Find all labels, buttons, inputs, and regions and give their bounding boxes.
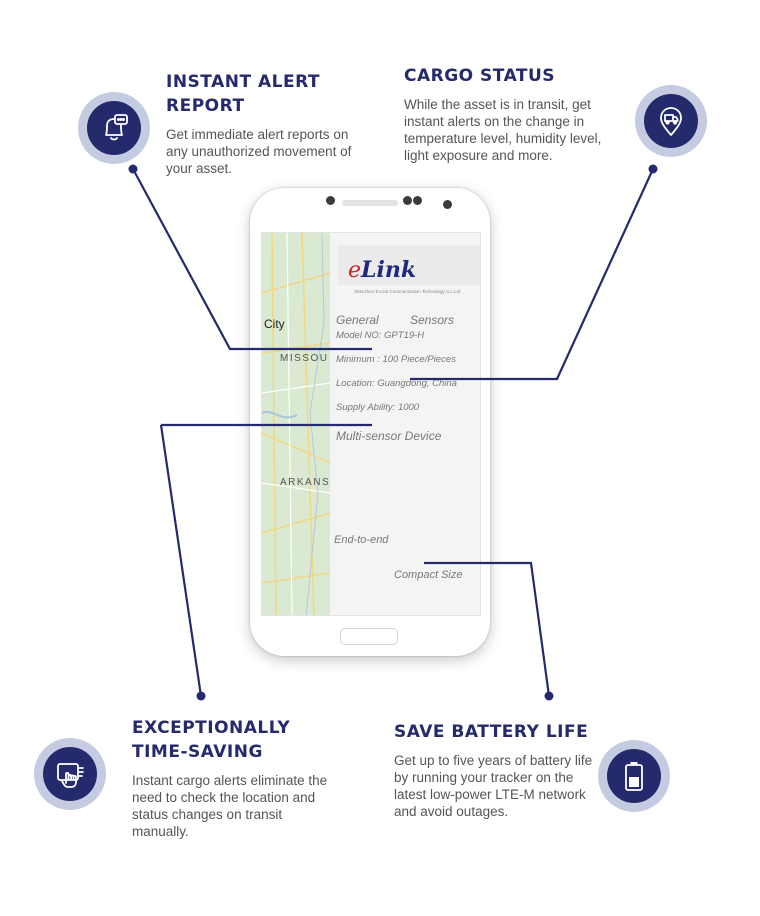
phone-speaker xyxy=(342,200,398,206)
map-roads xyxy=(262,233,330,616)
brand-tagline: Shenzhen E-Link Communication Technology Co.,Ltd xyxy=(354,289,461,294)
hand-touch-icon xyxy=(53,757,87,791)
battery-icon xyxy=(617,759,651,793)
cargo-status-title: CARGO STATUS xyxy=(404,66,556,86)
phone-camera-1 xyxy=(403,196,412,205)
feature-cargo-status xyxy=(404,64,624,164)
cargo-status-description: While the asset is in transit, get instant alerts on the change in temperature level, humidity level, light exposure and more. xyxy=(404,97,602,163)
spec-location: Location: Guangdong, China xyxy=(336,378,457,389)
connector-dot-cargo-status xyxy=(649,165,658,174)
bell-chat-icon xyxy=(97,111,131,145)
time-saving-title-line1: EXCEPTIONALLY xyxy=(132,718,291,738)
cargo-status-icon-badge xyxy=(635,85,707,157)
feature-time-saving xyxy=(132,716,352,840)
tab-general[interactable]: General xyxy=(336,313,379,327)
phone-home-button[interactable] xyxy=(340,628,398,645)
spec-compact-size: Compact Size xyxy=(394,569,463,581)
phone-screen xyxy=(261,232,481,616)
spec-end-to-end: End-to-end xyxy=(334,534,389,546)
map-panel xyxy=(262,233,330,616)
phone-sensor-left xyxy=(326,196,335,205)
brand-banner xyxy=(338,245,481,294)
smartphone-mockup xyxy=(250,188,490,656)
spec-minimum: Minimum : 100 Piece/Pieces xyxy=(336,354,456,365)
phone-sensor-right xyxy=(443,200,452,209)
map-state-label-1: MISSOU xyxy=(280,353,329,364)
instant-alert-icon-badge xyxy=(78,92,150,164)
time-saving-icon-badge xyxy=(34,738,106,810)
connector-dot-battery xyxy=(545,692,554,701)
phone-camera-2 xyxy=(413,196,422,205)
connector-dot-instant-alert xyxy=(129,165,138,174)
time-saving-description: Instant cargo alerts eliminate the need to check the location and status changes on transit manually. xyxy=(132,773,328,839)
feature-battery xyxy=(394,720,614,820)
feature-instant-alert xyxy=(166,70,386,177)
spec-model: Model NO: GPT19-H xyxy=(336,330,425,341)
instant-alert-title: INSTANT ALERT REPORT xyxy=(166,72,320,116)
battery-description: Get up to five years of battery life by running your tracker on the latest low-power LTE-M network and avoid outages. xyxy=(394,753,593,819)
product-info-panel xyxy=(330,233,481,616)
map-state-label-2: ARKANS xyxy=(280,477,331,488)
battery-icon-badge xyxy=(598,740,670,812)
map-city-label: City xyxy=(264,317,285,331)
time-saving-title-line2: TIME-SAVING xyxy=(132,742,263,762)
spec-supply: Supply Ability: 1000 xyxy=(336,402,420,413)
connector-dot-time-saving xyxy=(197,692,206,701)
brand-logo: eLink xyxy=(348,257,417,283)
battery-title: SAVE BATTERY LIFE xyxy=(394,722,589,742)
instant-alert-description: Get immediate alert reports on any unauthorized movement of your asset. xyxy=(166,127,352,176)
tab-sensors[interactable]: Sensors xyxy=(410,313,455,327)
map-pin-truck-icon xyxy=(654,104,688,138)
connector-time-saving-drop xyxy=(161,425,201,696)
spec-multi-sensor: Multi-sensor Device xyxy=(336,429,442,443)
